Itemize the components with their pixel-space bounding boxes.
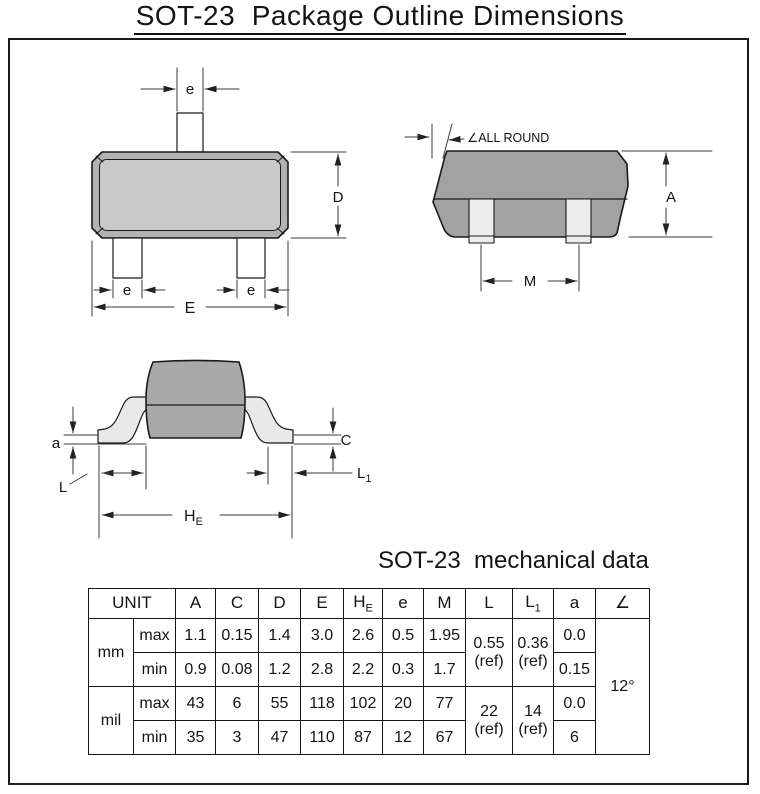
- cell-mil-max-e: 20: [383, 687, 424, 721]
- unit-mm: mm: [89, 619, 134, 687]
- column-header-M: M: [424, 589, 466, 619]
- dim-label-m: M: [523, 273, 537, 290]
- bound-max: max: [134, 687, 176, 721]
- row-mm-min: [89, 653, 650, 687]
- cell-mil-min-a: 6: [554, 721, 596, 755]
- cell-mm-min-e: 0.3: [383, 653, 424, 687]
- cell-mm-max-a: 0.0: [554, 619, 596, 653]
- cell-mil-min-E: 110: [301, 721, 344, 755]
- cell-mil-max-HE: 102: [344, 687, 383, 721]
- column-header-e: e: [383, 589, 424, 619]
- perspective-view-drawing: [405, 124, 712, 291]
- column-header-E: E: [301, 589, 344, 619]
- cell-mm-min-C: 0.08: [216, 653, 259, 687]
- mechanical-data-table: [88, 588, 650, 755]
- cell-mm-max-E: 3.0: [301, 619, 344, 653]
- dim-label-l1: $L_1$: [357, 465, 372, 485]
- dim-l: [70, 446, 146, 538]
- bottom-pin-left: [113, 238, 142, 278]
- column-header-unit: UNIT: [89, 589, 176, 619]
- cell-mil-max-C: 6: [216, 687, 259, 721]
- cell-angle: 12°: [596, 619, 650, 755]
- dim-label-e-top: e: [185, 81, 195, 98]
- cell-mm-min-E: 2.8: [301, 653, 344, 687]
- cell-mil-max-A: 43: [176, 687, 216, 721]
- column-header-A: A: [176, 589, 216, 619]
- lead-left: [98, 397, 148, 443]
- dim-l1: [247, 446, 352, 538]
- dim-label-standoff: a: [51, 435, 61, 452]
- cell-mil-max-D: 55: [259, 687, 301, 721]
- cell-mil-min-A: 35: [176, 721, 216, 755]
- cell-mm-L: 0.55 (ref): [466, 619, 513, 687]
- cell-mm-max-M: 1.95: [424, 619, 466, 653]
- dim-label-d: D: [332, 189, 344, 206]
- unit-mil: mil: [89, 687, 134, 755]
- cell-mil-max-a: 0.0: [554, 687, 596, 721]
- cell-mm-max-HE: 2.6: [344, 619, 383, 653]
- row-mil-min: [89, 721, 650, 755]
- cell-mm-min-A: 0.9: [176, 653, 216, 687]
- column-header-L: L: [466, 589, 513, 619]
- column-header-a: a: [554, 589, 596, 619]
- column-header-L1: $L_1$: [513, 589, 554, 619]
- row-mm-max: [89, 619, 650, 653]
- dim-c: [294, 408, 341, 471]
- cell-mil-min-D: 47: [259, 721, 301, 755]
- column-header-angle: ∠: [596, 589, 650, 619]
- bound-max: max: [134, 619, 176, 653]
- top-view-drawing: [92, 68, 346, 317]
- cell-mm-max-e: 0.5: [383, 619, 424, 653]
- dim-label-e-bottom-left: e: [122, 282, 132, 299]
- cell-mm-max-D: 1.4: [259, 619, 301, 653]
- bound-min: min: [134, 721, 176, 755]
- dim-label-he: $H_E$: [184, 508, 203, 528]
- cell-mm-max-A: 1.1: [176, 619, 216, 653]
- dim-label-a-height: A: [665, 189, 677, 206]
- bottom-pin-right: [237, 238, 265, 278]
- table-title: SOT-23 mechanical data: [378, 547, 649, 574]
- package-body-side-view: [146, 361, 245, 439]
- dim-label-e-bottom-right: e: [246, 282, 256, 299]
- cell-mm-min-a: 0.15: [554, 653, 596, 687]
- side-view-drawing: [52, 361, 372, 539]
- cell-mil-max-M: 77: [424, 687, 466, 721]
- cell-mm-min-M: 1.7: [424, 653, 466, 687]
- cell-mm-L1: 0.36 (ref): [513, 619, 554, 687]
- column-header-C: C: [216, 589, 259, 619]
- cell-mil-L: 22 (ref): [466, 687, 513, 755]
- dim-label-l: L: [58, 479, 68, 496]
- cell-mm-min-HE: 2.2: [344, 653, 383, 687]
- dim-label-e-width: E: [184, 300, 196, 317]
- column-header-D: D: [259, 589, 301, 619]
- cell-mil-min-C: 3: [216, 721, 259, 755]
- page-title: SOT-23 Package Outline Dimensions: [134, 0, 627, 35]
- column-header-HE: $H_E$: [344, 589, 383, 619]
- package-body-perspective: [433, 151, 628, 237]
- cell-mil-L1: 14 (ref): [513, 687, 554, 755]
- cell-mil-min-e: 12: [383, 721, 424, 755]
- lead-right: [243, 397, 293, 443]
- row-mil-max: [89, 687, 650, 721]
- dim-label-all-round: ∠ALL ROUND: [467, 131, 550, 145]
- cell-mil-min-M: 67: [424, 721, 466, 755]
- cell-mm-min-D: 1.2: [259, 653, 301, 687]
- cell-mil-max-E: 118: [301, 687, 344, 721]
- top-pin: [177, 113, 203, 152]
- bound-min: min: [134, 653, 176, 687]
- dim-label-c: C: [340, 432, 352, 449]
- cell-mil-min-HE: 87: [344, 721, 383, 755]
- cell-mm-max-C: 0.15: [216, 619, 259, 653]
- package-body-face: [100, 160, 281, 231]
- header-row: [89, 589, 650, 619]
